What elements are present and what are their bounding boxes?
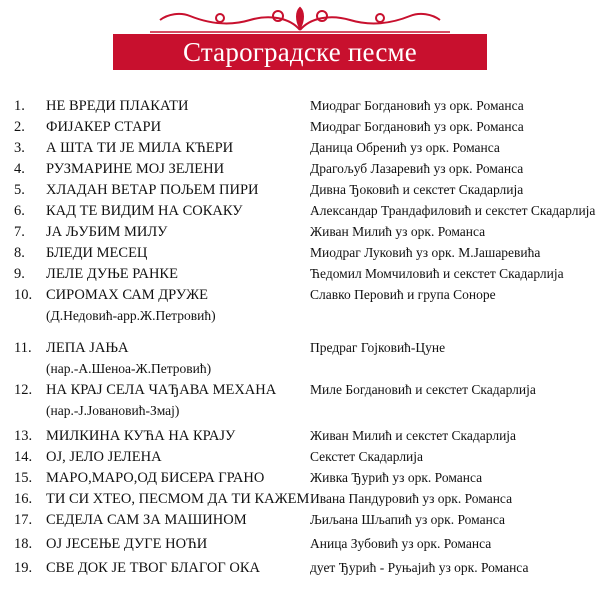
performer: Живан Милић и секстет Скадарлија bbox=[310, 428, 517, 443]
track-number: 11. bbox=[14, 340, 32, 356]
song-title: МИЛКИНА КУЋА НА КРАЈУ bbox=[46, 428, 236, 444]
song-title: ЛЕЛЕ ДУЊЕ РАНКЕ bbox=[46, 266, 178, 282]
track-row bbox=[0, 222, 600, 242]
performer: Драгољуб Лазаревић уз орк. Романса bbox=[310, 161, 524, 176]
track-number: 19. bbox=[14, 560, 33, 576]
performer: Ћедомил Момчиловић и секстет Скадарлија bbox=[310, 266, 564, 281]
song-title: РУЗМАРИНЕ МОЈ ЗЕЛЕНИ bbox=[46, 161, 225, 177]
track-row bbox=[0, 96, 600, 116]
track-row bbox=[0, 180, 600, 200]
song-title: БЛЕДИ МЕСЕЦ bbox=[46, 245, 148, 261]
track-row bbox=[0, 117, 600, 137]
song-title: ТИ СИ ХТЕО, ПЕСМОМ ДА ТИ КАЖЕМ bbox=[46, 491, 310, 507]
song-title: ОЈ, ЈЕЛО ЈЕЛЕНА bbox=[46, 449, 162, 465]
track-number: 4. bbox=[14, 161, 25, 177]
track-row bbox=[0, 447, 600, 467]
track-row bbox=[0, 468, 600, 488]
track-credit-row bbox=[0, 306, 600, 326]
track-number: 14. bbox=[14, 449, 33, 465]
song-title: СВЕ ДОК ЈЕ ТВОГ БЛАГОГ ОКА bbox=[46, 560, 261, 576]
song-title: НЕ ВРЕДИ ПЛАКАТИ bbox=[46, 98, 189, 114]
performer: Живан Милић уз орк. Романса bbox=[310, 224, 486, 239]
song-title: ОЈ ЈЕСЕЊЕ ДУГЕ НОЋИ bbox=[46, 536, 208, 552]
track-number: 7. bbox=[14, 224, 25, 240]
track-row bbox=[0, 285, 600, 305]
track-number: 1. bbox=[14, 98, 25, 114]
song-title: ХЛАДАН ВЕТАР ПОЉЕМ ПИРИ bbox=[46, 182, 259, 198]
song-title: ФИЈАКЕР СТАРИ bbox=[46, 119, 162, 135]
performer: Славко Перовић и група Соноре bbox=[310, 287, 496, 302]
track-number: 16. bbox=[14, 491, 33, 507]
track-row bbox=[0, 489, 600, 509]
performer: Александар Трандафиловић и секстет Скадарлија bbox=[310, 203, 596, 218]
track-credit-row bbox=[0, 401, 600, 421]
performer: Миодраг Луковић уз орк. М.Јашаревића bbox=[310, 245, 541, 260]
track-row bbox=[0, 380, 600, 400]
performer: Секстет Скадарлија bbox=[310, 449, 424, 464]
song-title: А ШТА ТИ ЈЕ МИЛА КЋЕРИ bbox=[46, 140, 234, 156]
performer: Миле Богдановић и секстет Скадарлија bbox=[310, 382, 536, 397]
performer: Аница Зубовић уз орк. Романса bbox=[310, 536, 492, 551]
track-number: 15. bbox=[14, 470, 33, 486]
track-row bbox=[0, 159, 600, 179]
performer: Живка Ђурић уз орк. Романса bbox=[310, 470, 483, 485]
track-number: 6. bbox=[14, 203, 25, 219]
track-row bbox=[0, 201, 600, 221]
track-row bbox=[0, 243, 600, 263]
track-number: 12. bbox=[14, 382, 33, 398]
performer: Миодраг Богдановић уз орк. Романса bbox=[310, 98, 524, 113]
song-credit: (нар.-А.Шеноа-Ж.Петровић) bbox=[46, 361, 212, 376]
track-number: 9. bbox=[14, 266, 25, 282]
song-title: СИРОМАХ САМ ДРУЖЕ bbox=[46, 287, 208, 303]
song-title: КАД ТЕ ВИДИМ НА СОКАКУ bbox=[46, 203, 243, 219]
track-row bbox=[0, 510, 600, 530]
track-row bbox=[0, 338, 600, 358]
track-number: 5. bbox=[14, 182, 25, 198]
performer: Љиљана Шљапић уз орк. Романса bbox=[310, 512, 505, 527]
song-credit: (Д.Недовић-арр.Ж.Петровић) bbox=[46, 308, 216, 323]
track-number: 18. bbox=[14, 536, 33, 552]
track-number: 2. bbox=[14, 119, 25, 135]
performer: Дивна Ђоковић и секстет Скадарлија bbox=[310, 182, 524, 197]
performer: дует Ђурић - Руњајић уз орк. Романса bbox=[310, 560, 529, 575]
track-row bbox=[0, 264, 600, 284]
track-credit-row bbox=[0, 359, 600, 379]
track-number: 17. bbox=[14, 512, 33, 528]
song-title: НА КРАЈ СЕЛА ЧАЂАВА МЕХАНА bbox=[46, 382, 277, 398]
decorative-ornament bbox=[150, 4, 450, 34]
track-row bbox=[0, 426, 600, 446]
track-row bbox=[0, 558, 600, 578]
track-number: 13. bbox=[14, 428, 33, 444]
song-credit: (нар.-Ј.Јовановић-Змај) bbox=[46, 403, 180, 418]
song-title: МАРО,МАРО,ОД БИСЕРА ГРАНО bbox=[46, 470, 265, 486]
performer: Предраг Гојковић-Цуне bbox=[310, 340, 446, 355]
song-title: ЛЕПА ЈАЊА bbox=[46, 340, 129, 356]
song-title: ЈА ЉУБИМ МИЛУ bbox=[46, 224, 168, 240]
performer: Миодраг Богдановић уз орк. Романса bbox=[310, 119, 524, 134]
performer: Даница Обренић уз орк. Романса bbox=[310, 140, 500, 155]
track-row bbox=[0, 534, 600, 554]
song-title: СЕДЕЛА САМ ЗА МАШИНОМ bbox=[46, 512, 247, 528]
track-number: 10. bbox=[14, 287, 33, 303]
track-number: 3. bbox=[14, 140, 25, 156]
performer: Ивана Пандуровић уз орк. Романса bbox=[310, 491, 513, 506]
page-title: Староградске песме bbox=[113, 34, 487, 70]
track-number: 8. bbox=[14, 245, 25, 261]
track-row bbox=[0, 138, 600, 158]
